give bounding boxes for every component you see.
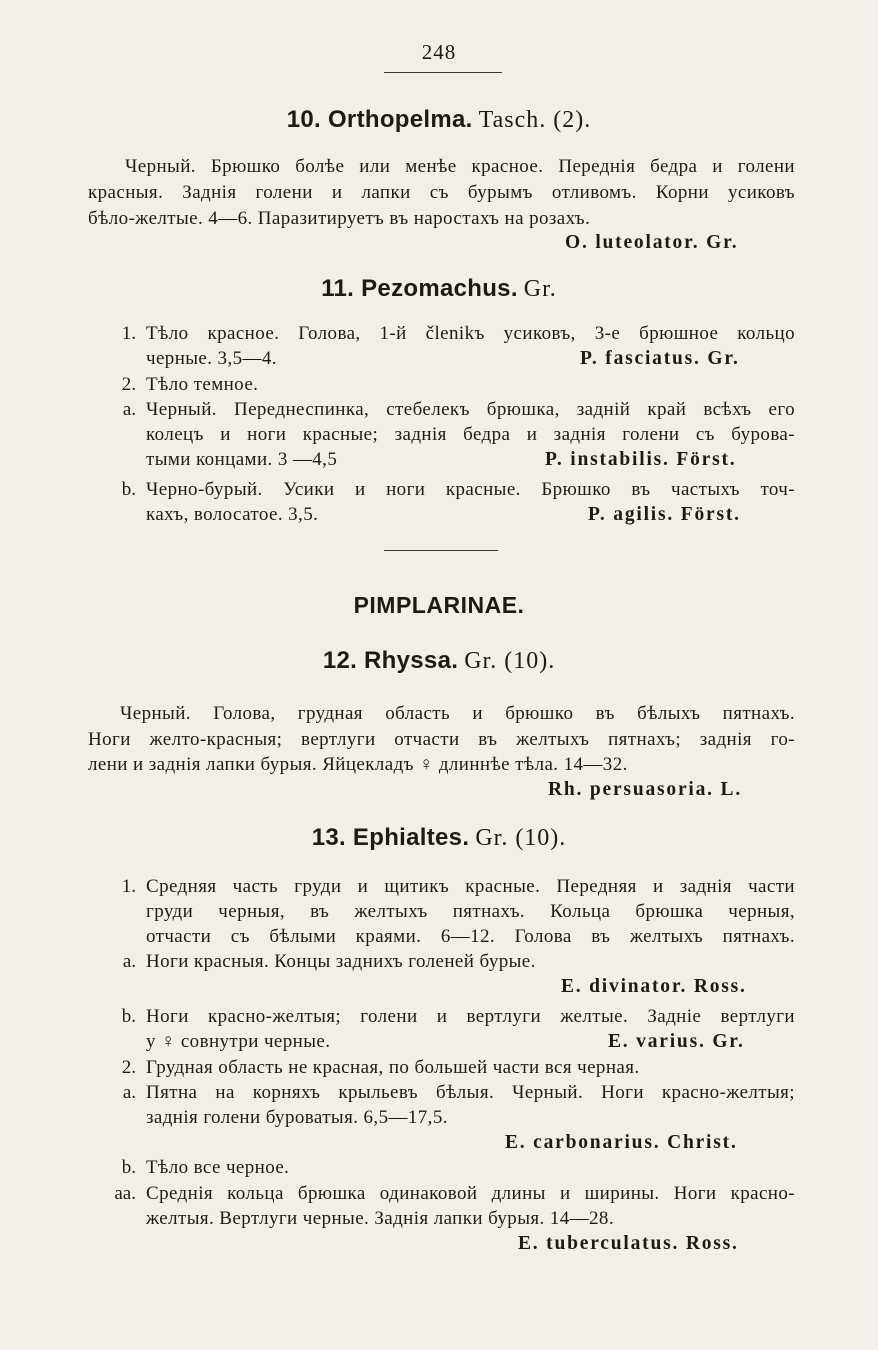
genus-heading-ephialtes [0, 824, 878, 852]
key-marker: b. [121, 1157, 136, 1178]
genus-author: Gr. (10). [464, 648, 556, 674]
key-line: Черно-бурый. Усики и ноги красные. Брюшко въ частыхъ точ- [146, 479, 795, 500]
description-line: лени и заднія лапки бурыя. Яйцекладъ ♀ длиннѣе тѣла. 14—32. [88, 754, 628, 775]
species-name: E. carbonarius. Christ. [505, 1132, 738, 1153]
genus-name: 10. Orthopelma. [286, 106, 473, 133]
description-line: красныя. Заднія голени и лапки съ бурымъ отливомъ. Корни усиковъ [88, 182, 795, 203]
key-line: Средняя часть груди и щитикъ красные. Передняя и заднія части [146, 876, 795, 897]
species-name: E. tuberculatus. Ross. [518, 1233, 739, 1254]
key-line: заднія голени буроватыя. 6,5—17,5. [146, 1107, 448, 1128]
key-line: черные. 3,5—4. [146, 348, 277, 369]
species-name: E. varius. Gr. [608, 1031, 745, 1052]
genus-heading-rhyssa [0, 647, 878, 675]
genus-name: 12. Rhyssa. [322, 647, 459, 674]
key-line: желтыя. Вертлуги черные. Заднія лапки бурыя. 14—28. [146, 1208, 614, 1229]
key-line: Среднія кольца брюшка одинаковой длины и ширины. Ноги красно- [146, 1183, 795, 1204]
subfamily-heading: PIMPLARINAE. [353, 592, 525, 618]
section-divider [384, 550, 498, 551]
species-name: O. luteolator. Gr. [565, 232, 739, 253]
page-number-rule [384, 72, 502, 73]
page-number: 248 [421, 40, 457, 64]
key-marker: 1. [121, 323, 136, 344]
genus-heading-pezomachus [0, 275, 878, 303]
key-marker: a. [122, 1082, 136, 1103]
key-line: Черный. Переднеспинка, стебелекъ брюшка, задній край всѣхъ его [146, 399, 795, 420]
key-marker: b. [121, 479, 136, 500]
key-marker: a. [122, 399, 136, 420]
genus-author: Gr. (10). [475, 825, 567, 851]
key-line: Тѣло все черное. [146, 1157, 290, 1178]
species-name: P. agilis. Först. [588, 504, 741, 525]
key-marker: 2. [121, 374, 136, 395]
key-line: Грудная область не красная, по большей части вся черная. [146, 1057, 640, 1078]
genus-author: Gr. [523, 276, 557, 302]
genus-author: Tasch. (2). [478, 107, 592, 133]
key-line: Ноги красно-желтыя; голени и вертлуги желтые. Задніе вертлуги [146, 1006, 795, 1027]
description-line: Черный. Брюшко болѣе или менѣе красное. Переднія бедра и голени [125, 156, 795, 177]
key-marker: aa. [114, 1183, 136, 1204]
key-line: тыми концами. 3 —4,5 [146, 449, 338, 470]
key-line: Пятна на корняхъ крыльевъ бѣлыя. Черный. Ноги красно-желтыя; [146, 1082, 795, 1103]
key-line: кахъ, волосатое. 3,5. [146, 504, 319, 525]
genus-name: 13. Ephialtes. [311, 824, 470, 851]
key-line: отчасти съ бѣлыми краями. 6—12. Голова въ желтыхъ пятнахъ. [146, 926, 795, 947]
genus-heading-orthopelma [0, 106, 878, 134]
species-name: P. fasciatus. Gr. [580, 348, 740, 369]
species-name: P. instabilis. Först. [545, 449, 737, 470]
key-line: Тѣло красное. Голова, 1-й členikъ усиковъ, 3-е брюшное кольцо [146, 323, 795, 344]
description-line: Черный. Голова, грудная область и брюшко въ бѣлыхъ пятнахъ. [120, 703, 795, 724]
description-line: Ноги желто-красныя; вертлуги отчасти въ желтыхъ пятнахъ; заднія го- [88, 729, 795, 750]
species-name: Rh. persuasoria. L. [548, 779, 743, 800]
key-marker: a. [122, 951, 136, 972]
key-marker: 2. [121, 1057, 136, 1078]
key-line: Ноги красныя. Концы заднихъ голеней бурые. [146, 951, 536, 972]
key-marker: b. [121, 1006, 136, 1027]
key-line: у ♀ совнутри черные. [146, 1031, 331, 1052]
key-line: Тѣло темное. [146, 374, 259, 395]
key-line: груди черныя, въ желтыхъ пятнахъ. Кольца брюшка черныя, [146, 901, 795, 922]
description-line: бѣло-желтые. 4—6. Паразитируетъ въ наростахъ на розахъ. [88, 208, 591, 229]
genus-name: 11. Pezomachus. [321, 275, 518, 302]
species-name: E. divinator. Ross. [561, 976, 747, 997]
key-marker: 1. [121, 876, 136, 897]
key-line: колецъ и ноги красные; заднія бедра и заднія голени съ бурова- [146, 424, 795, 445]
